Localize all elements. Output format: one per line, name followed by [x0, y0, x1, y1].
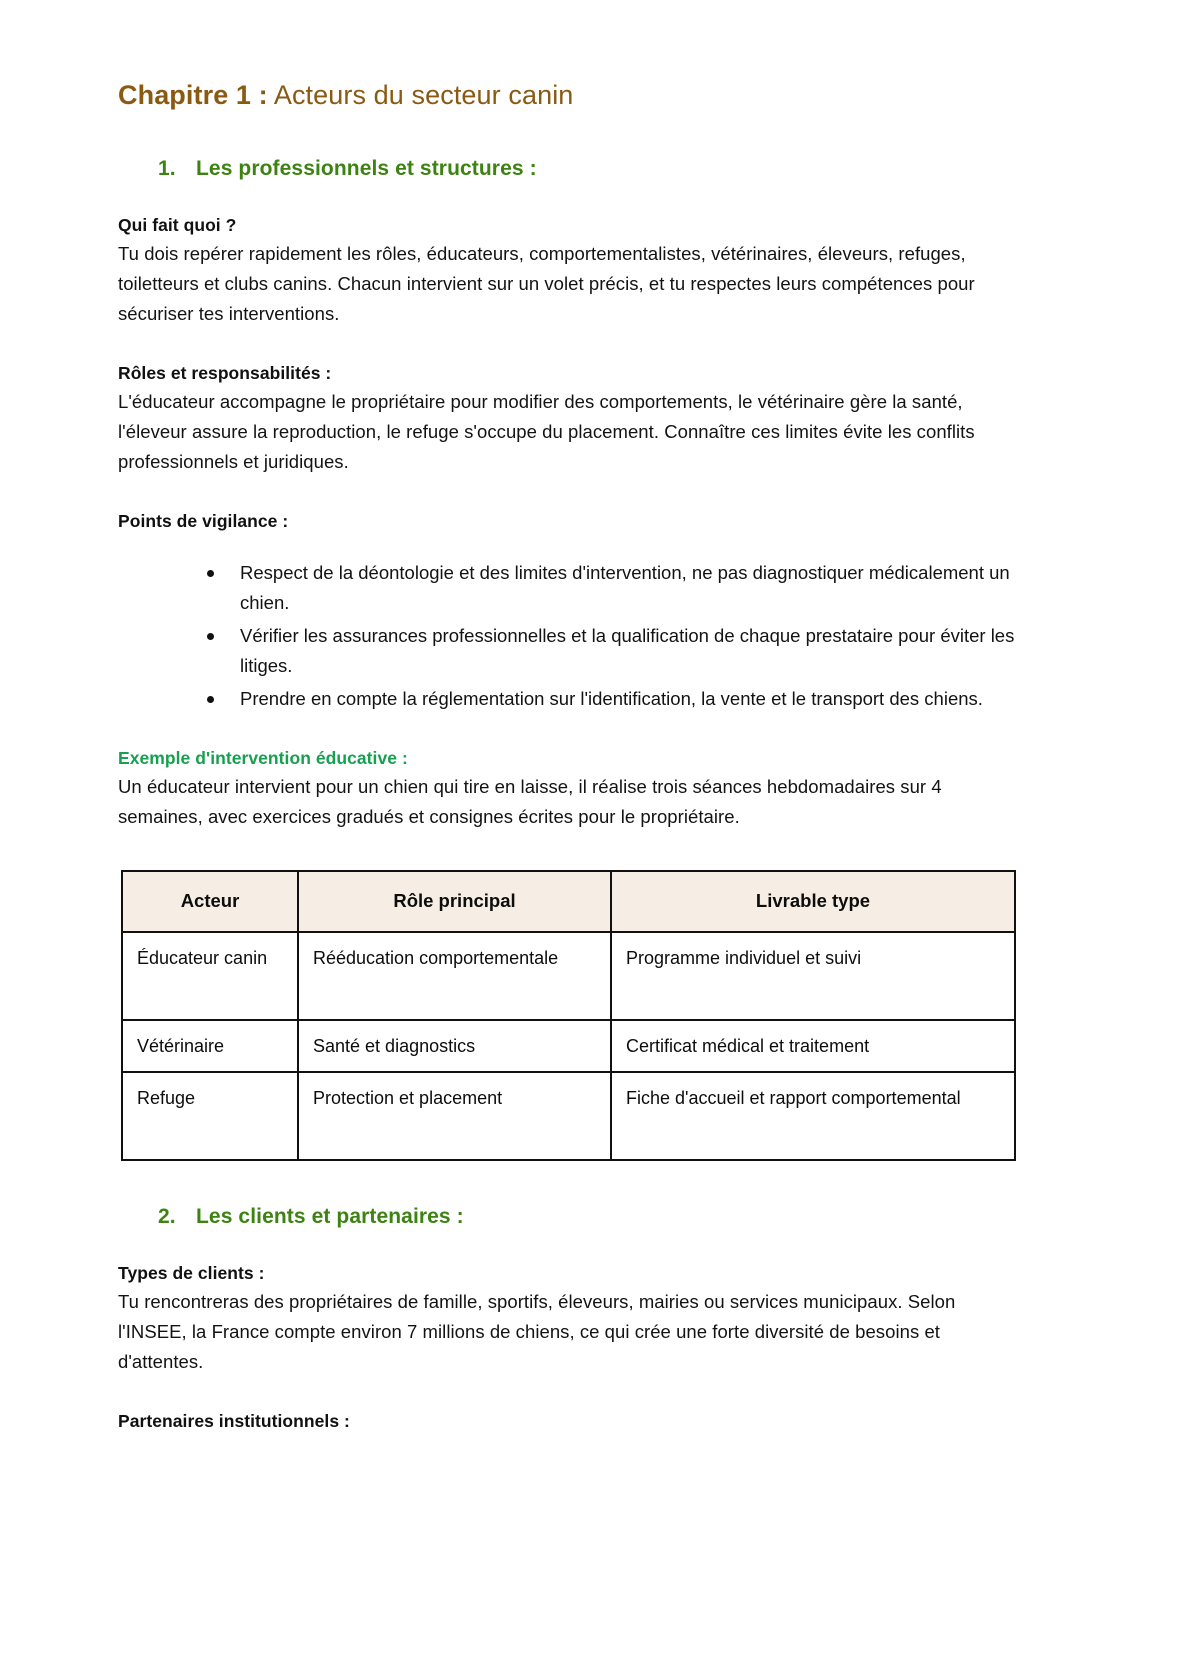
vigilance-bullet-list [118, 558, 1040, 714]
section-number-2: 2. [158, 1204, 176, 1228]
section-number-1: 1. [158, 157, 176, 181]
actors-table-wrapper [118, 870, 1040, 1161]
list-item: Vérifier les assurances professionnelles et la qualification de chaque prestataire pour éviter les litiges. [240, 621, 1040, 680]
example-paragraph: Un éducateur intervient pour un chien qui tire en laisse, il réalise trois séances hebdomadaires sur 4 semaines, avec exercices gradués et consignes écrites pour le propriétaire. [118, 775, 942, 827]
list-item: Respect de la déontologie et des limites d'intervention, ne pas diagnostiquer médicalement un chien. [240, 558, 1040, 617]
section-title-2: Les clients et partenaires : [196, 1204, 464, 1228]
table-header-row [122, 871, 1015, 932]
table-cell: Protection et placement [298, 1072, 611, 1160]
block-partenaires-institutionnels [118, 1411, 1040, 1432]
block-lead: Points de vigilance : [118, 510, 289, 531]
block-roles-responsabilites [118, 363, 1040, 477]
table-cell: Fiche d'accueil et rapport comportemental [611, 1072, 1015, 1160]
table-header-cell: Rôle principal [298, 871, 611, 932]
block-exemple-intervention [118, 748, 1040, 832]
table-cell: Certificat médical et traitement [611, 1020, 1015, 1072]
example-lead: Exemple d'intervention éducative : [118, 747, 408, 768]
table-cell: Refuge [122, 1072, 298, 1160]
table-header-cell: Acteur [122, 871, 298, 932]
block-lead: Partenaires institutionnels : [118, 1410, 350, 1431]
block-lead: Types de clients : [118, 1262, 265, 1283]
block-paragraph: Tu rencontreras des propriétaires de famille, sportifs, éleveurs, mairies ou services municipaux. Selon l'INSEE, la France compte environ 7 millions de chiens, ce qui crée une forte diversité de besoins et d'attentes. [118, 1290, 956, 1372]
block-lead: Rôles et responsabilités : [118, 363, 332, 383]
table-cell: Santé et diagnostics [298, 1020, 611, 1072]
table-header-cell: Livrable type [611, 871, 1015, 932]
table-cell: Vétérinaire [122, 1020, 298, 1072]
page-title-prefix: Chapitre 1 : [118, 80, 268, 110]
list-item: Prendre en compte la réglementation sur l'identification, la vente et le transport des chiens. [240, 684, 1040, 714]
block-types-de-clients [118, 1263, 1040, 1377]
table-row [122, 932, 1015, 1020]
table-cell: Programme individuel et suivi [611, 932, 1015, 1020]
table-cell: Éducateur canin [122, 932, 298, 1020]
table-cell: Rééducation comportementale [298, 932, 611, 1020]
table-row [122, 1020, 1015, 1072]
block-qui-fait-quoi [118, 215, 1040, 329]
section-heading-1 [118, 157, 1040, 181]
block-points-de-vigilance [118, 511, 1040, 532]
page-title-rest: Acteurs du secteur canin [267, 80, 574, 110]
block-lead: Qui fait quoi ? [118, 215, 237, 236]
table-row [122, 1072, 1015, 1160]
block-paragraph: Tu dois repérer rapidement les rôles, éducateurs, comportementalistes, vétérinaires, éleveurs, refuges, toiletteurs et clubs canins. Chacun intervient sur un volet précis, et tu respectes leurs compétences pour sécuriser tes interventions. [118, 243, 975, 325]
section-heading-2 [118, 1205, 1040, 1229]
actors-table [121, 870, 1016, 1161]
page-title [118, 78, 1040, 113]
section-title-1: Les professionnels et structures : [196, 157, 537, 181]
block-paragraph: L'éducateur accompagne le propriétaire pour modifier des comportements, le vétérinaire gère la santé, l'éleveur assure la reproduction, le refuge s'occupe du placement. Connaître ces limites évite les conflits professionnels et juridiques. [118, 391, 975, 472]
